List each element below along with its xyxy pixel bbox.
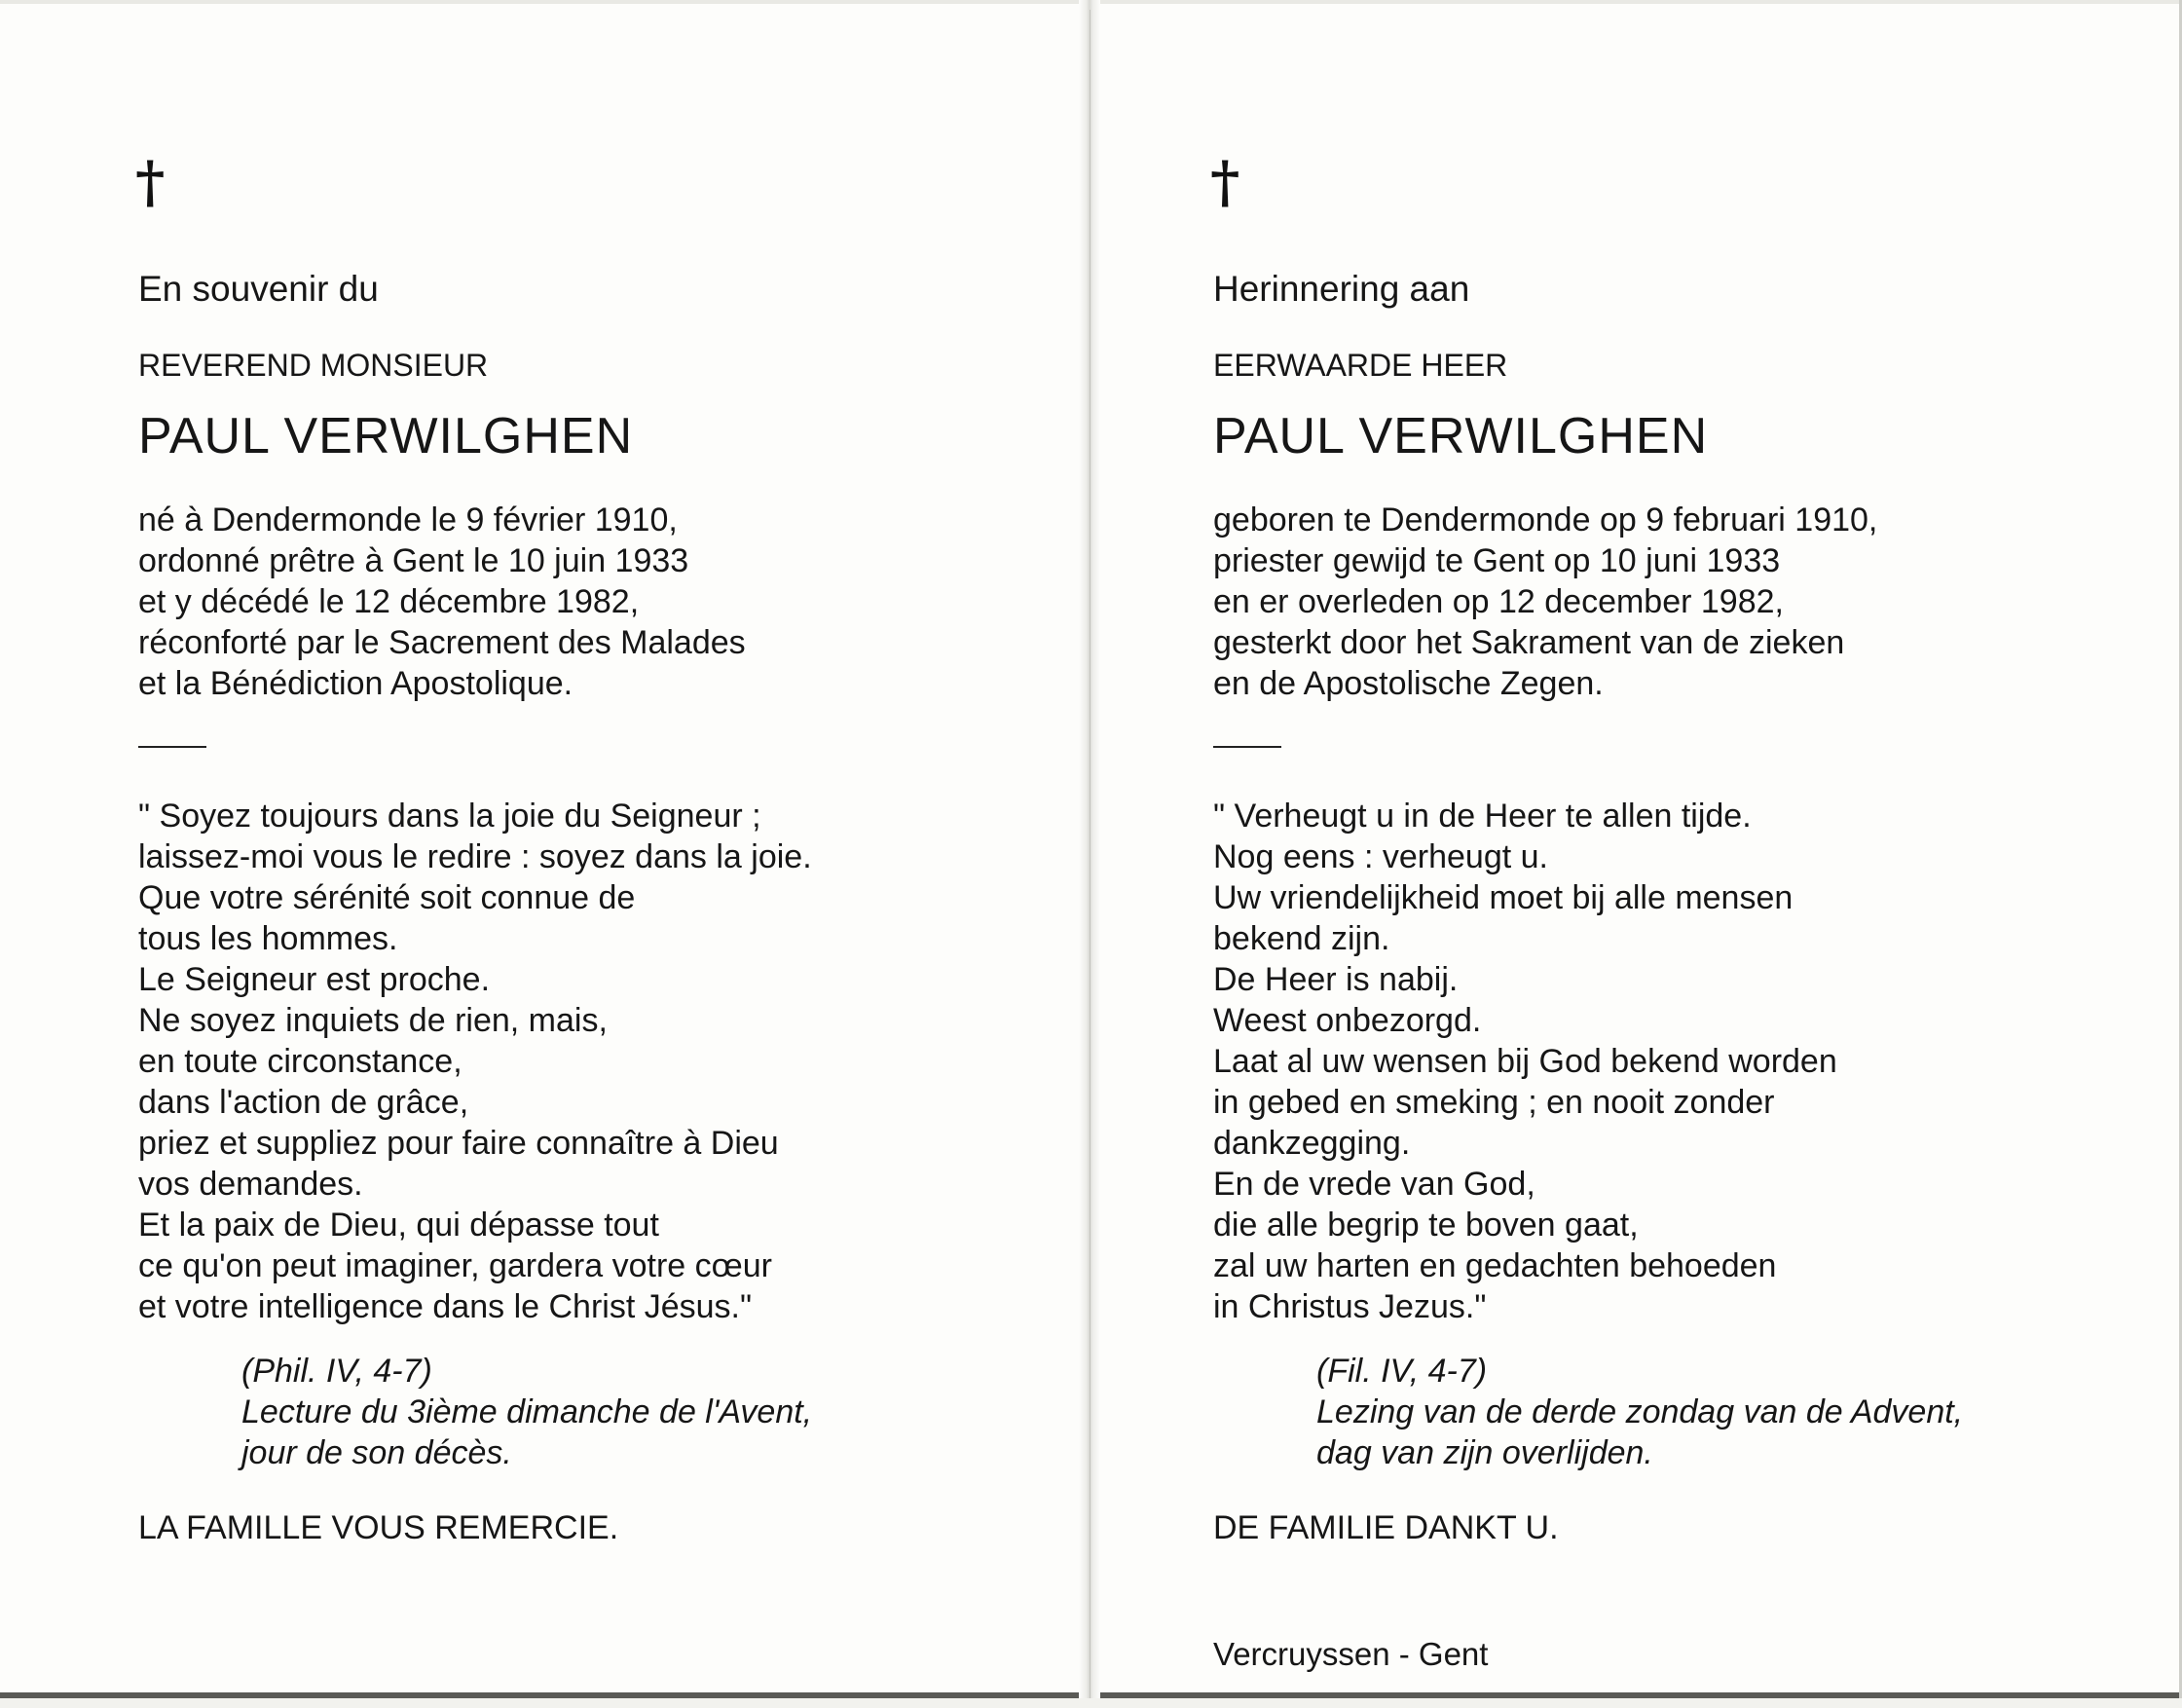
quote-line: Nog eens : verheugt u.: [1213, 838, 1549, 875]
citation-line: (Phil. IV, 4-7): [241, 1353, 432, 1390]
quote-line: laissez-moi vous le redire : soyez dans la joie.: [138, 838, 812, 875]
biography: [138, 500, 746, 704]
cross-icon: †: [1210, 149, 1240, 215]
quote-line: Le Seigneur est proche.: [138, 961, 491, 998]
biography-line: en de Apostolische Zegen.: [1213, 665, 1604, 702]
quote-line: Uw vriendelijkheid moet bij alle mensen: [1213, 879, 1794, 916]
section-divider: [1213, 746, 1281, 748]
quote-line: zal uw harten en gedachten behoeden: [1213, 1247, 1777, 1284]
quote-line: tous les hommes.: [138, 920, 398, 957]
intro-text: En souvenir du: [138, 269, 379, 309]
quote-line: Que votre sérénité soit connue de: [138, 879, 636, 916]
card-fold-line: [1090, 10, 1091, 1698]
deceased-name: PAUL VERWILGHEN: [138, 408, 634, 464]
scripture-citation: [241, 1351, 812, 1473]
intro-text: Herinnering aan: [1213, 269, 1470, 309]
citation-line: Lezing van de derde zondag van de Advent,: [1316, 1393, 1964, 1430]
quote-line: in gebed en smeking ; en nooit zonder: [1213, 1084, 1775, 1121]
quote-line: Et la paix de Dieu, qui dépasse tout: [138, 1207, 659, 1244]
citation-line: jour de son décès.: [241, 1434, 512, 1471]
quote-line: en toute circonstance,: [138, 1043, 462, 1080]
scripture-quote: [138, 796, 812, 1327]
cross-icon: †: [135, 149, 166, 215]
family-thanks: LA FAMILLE VOUS REMERCIE.: [138, 1509, 619, 1546]
quote-line: En de vrede van God,: [1213, 1166, 1535, 1203]
deceased-name: PAUL VERWILGHEN: [1213, 408, 1709, 464]
family-thanks: DE FAMILIE DANKT U.: [1213, 1509, 1559, 1546]
honorific-title: REVEREND MONSIEUR: [138, 348, 489, 383]
citation-line: dag van zijn overlijden.: [1316, 1434, 1653, 1471]
french-panel: [135, 0, 1044, 1698]
quote-line: Laat al uw wensen bij God bekend worden: [1213, 1043, 1837, 1080]
scripture-citation: [1316, 1351, 1963, 1473]
dutch-panel: [1210, 0, 2119, 1698]
biography-line: réconforté par le Sacrement des Malades: [138, 624, 746, 661]
printer-imprint: Vercruyssen - Gent: [1213, 1636, 1489, 1672]
quote-line: " Verheugt u in de Heer te allen tijde.: [1213, 798, 1752, 835]
quote-line: ce qu'on peut imaginer, gardera votre cœur: [138, 1247, 772, 1284]
quote-line: et votre intelligence dans le Christ Jésus.": [138, 1288, 753, 1325]
honorific-title: EERWAARDE HEER: [1213, 348, 1508, 383]
quote-line: dankzegging.: [1213, 1125, 1411, 1162]
quote-line: " Soyez toujours dans la joie du Seigneur ;: [138, 798, 761, 835]
biography-line: ordonné prêtre à Gent le 10 juin 1933: [138, 542, 689, 579]
quote-line: De Heer is nabij.: [1213, 961, 1459, 998]
quote-line: vos demandes.: [138, 1166, 363, 1203]
citation-line: Lecture du 3ième dimanche de l'Avent,: [241, 1393, 813, 1430]
card-bottom-margin: [0, 1698, 2182, 1708]
quote-line: Weest onbezorgd.: [1213, 1002, 1482, 1039]
biography-line: né à Dendermonde le 9 février 1910,: [138, 501, 678, 538]
biography: [1213, 500, 1877, 704]
biography-line: geboren te Dendermonde op 9 februari 1910,: [1213, 501, 1878, 538]
biography-line: et la Bénédiction Apostolique.: [138, 665, 573, 702]
biography-line: en er overleden op 12 december 1982,: [1213, 583, 1784, 620]
section-divider: [138, 746, 206, 748]
biography-line: gesterkt door het Sakrament van de zieken: [1213, 624, 1845, 661]
quote-line: priez et suppliez pour faire connaître à Dieu: [138, 1125, 779, 1162]
quote-line: die alle begrip te boven gaat,: [1213, 1207, 1639, 1244]
quote-line: in Christus Jezus.": [1213, 1288, 1487, 1325]
scripture-quote: [1213, 796, 1837, 1327]
quote-line: dans l'action de grâce,: [138, 1084, 469, 1121]
citation-line: (Fil. IV, 4-7): [1316, 1353, 1488, 1390]
biography-line: priester gewijd te Gent op 10 juni 1933: [1213, 542, 1781, 579]
biography-line: et y décédé le 12 décembre 1982,: [138, 583, 640, 620]
quote-line: bekend zijn.: [1213, 920, 1390, 957]
quote-line: Ne soyez inquiets de rien, mais,: [138, 1002, 608, 1039]
